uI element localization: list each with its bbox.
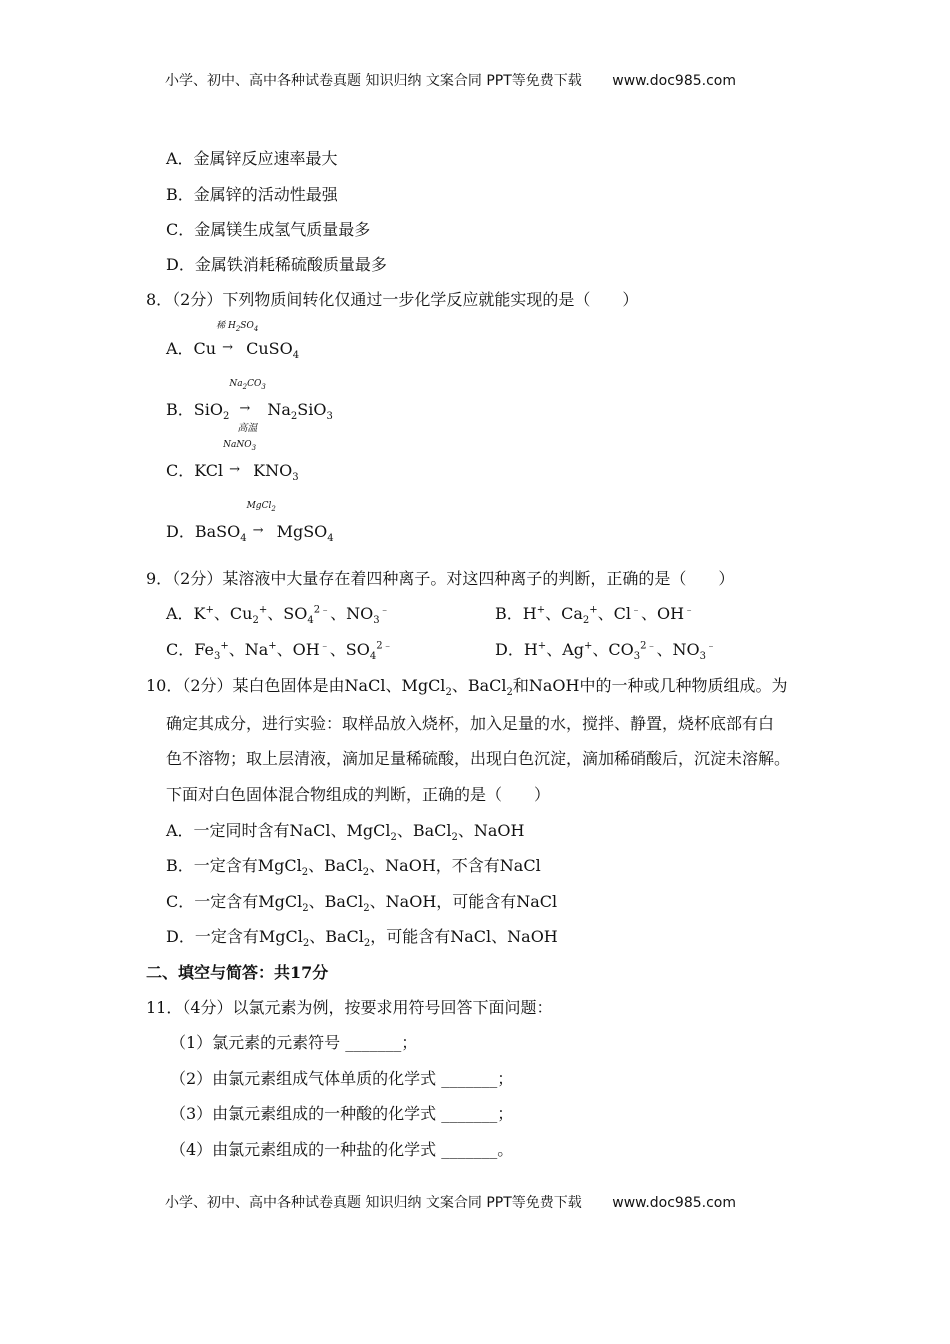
q8-d-reagent: MgCl <box>246 501 272 511</box>
q7-option-c: C．金属镁生成氢气质量最多 <box>166 220 371 239</box>
q8-a-product: CuSO <box>246 339 293 358</box>
q10-stem-line3: 色不溶物；取上层清液，滴加足量稀硫酸，出现白色沉淀，滴加稀硝酸后，沉淀未溶解。 <box>166 749 791 768</box>
q9-stem: 9．（2分）某溶液中大量存在着四种离子。对这四种离子的判断，正确的是（ ） <box>146 569 735 588</box>
q8-stem: 8．（2分）下列物质间转化仅通过一步化学反应就能实现的是（ ） <box>146 290 639 309</box>
q8-option-c: C．KCl NaNO$_3$ → $KNO_3$ <box>166 440 299 484</box>
reaction-arrow: MgCl$_2$ → <box>246 501 276 538</box>
q8-d-reactant: D．BaSO <box>166 522 241 541</box>
q8-c-reactant: C．KCl <box>166 461 224 480</box>
q10-stem-line1: 10．（2分）某白色固体是由NaCl、MgCl$_2$、BaCl$_2$和NaOH中的一种或几种物质组成。为 <box>146 676 788 699</box>
q8-b-condition: 高温 <box>237 423 258 434</box>
q7-option-d: D．金属铁消耗稀硫酸质量最多 <box>166 255 387 274</box>
footer-url[interactable]: www.doc985.com <box>612 1195 736 1211</box>
q8-option-d: D．BaSO$_4$ MgCl$_2$ → MgSO$_4$ <box>166 501 334 545</box>
reaction-arrow: $Na_2CO_3$ → 高温 <box>229 379 266 434</box>
q10-option-a: A．一定同时含有NaCl、MgCl$_2$、BaCl$_2$、NaOH <box>166 821 525 844</box>
q8-b-reactant: B．SiO <box>166 400 223 419</box>
page-footer <box>165 1192 736 1212</box>
page-header <box>165 70 736 90</box>
q8-c-product: KNO <box>253 461 293 480</box>
q8-a-reactant: A．Cu <box>166 339 217 358</box>
q8-a-reagent: 稀 H <box>216 321 236 331</box>
reaction-arrow: 稀 $H_2SO_4$ → <box>216 321 259 355</box>
q8-option-a: A．Cu 稀 $H_2SO_4$ → CuSO$_4$ <box>166 321 300 362</box>
q9-option-d: D．H+、Ag+、$CO_3^{2﹣}$、$NO_3^﹣$ <box>495 640 717 663</box>
reaction-arrow: NaNO$_3$ → <box>223 440 257 477</box>
q8-b-product: Na <box>267 400 291 419</box>
q9-option-a: A．K+、$Cu_2^+$、$SO_4^{2﹣}$、$NO_3^﹣$ <box>166 604 390 627</box>
q7-option-a: A．金属锌反应速率最大 <box>166 149 338 168</box>
q11-part-4: （4）由氯元素组成的一种盐的化学式 _______。 <box>170 1140 514 1159</box>
q11-part-3: （3）由氯元素组成的一种酸的化学式 _______； <box>170 1104 514 1123</box>
q10-option-c: C．一定含有MgCl$_2$、BaCl$_2$、NaOH，可能含有NaCl <box>166 892 558 915</box>
q8-b-reagent: Na <box>229 379 243 389</box>
q11-part-1: （1）氯元素的元素符号 _______； <box>170 1033 418 1052</box>
q7-option-b: B．金属锌的活动性最强 <box>166 185 338 204</box>
q11-part-2: （2）由氯元素组成气体单质的化学式 _______； <box>170 1069 514 1088</box>
q10-stem-line2: 确定其成分，进行实验：取样品放入烧杯，加入足量的水，搅拌、静置，烧杯底部有白 <box>166 714 775 733</box>
q10-stem-line4: 下面对白色固体混合物组成的判断，正确的是（ ） <box>166 785 551 804</box>
header-text: 小学、初中、高中各种试卷真题 知识归纳 文案合同 PPT等免费下载 <box>165 73 582 89</box>
q10-option-d: D．一定含有MgCl$_2$、BaCl$_2$，可能含有NaCl、NaOH <box>166 927 558 950</box>
section-title: 二、填空与简答：共17分 <box>146 963 329 982</box>
q10-option-b: B．一定含有MgCl$_2$、BaCl$_2$、NaOH，不含有NaCl <box>166 856 541 879</box>
header-url[interactable]: www.doc985.com <box>612 73 736 89</box>
q9-option-c: C．$Fe_3^+$、Na+、OH﹣、$SO_4^{2﹣}$ <box>166 640 393 663</box>
q8-d-product: MgSO <box>276 522 328 541</box>
q9-option-b: B．H+、$Ca_2^+$、Cl﹣、OH﹣ <box>495 604 695 627</box>
q11-stem: 11．（4分）以氯元素为例，按要求用符号回答下面问题： <box>146 998 553 1017</box>
footer-text: 小学、初中、高中各种试卷真题 知识归纳 文案合同 PPT等免费下载 <box>165 1195 582 1211</box>
q8-option-b: B．SiO$_2$ $Na_2CO_3$ → 高温 $Na_2SiO_3$ <box>166 379 333 434</box>
q8-c-reagent: NaNO <box>223 440 252 450</box>
